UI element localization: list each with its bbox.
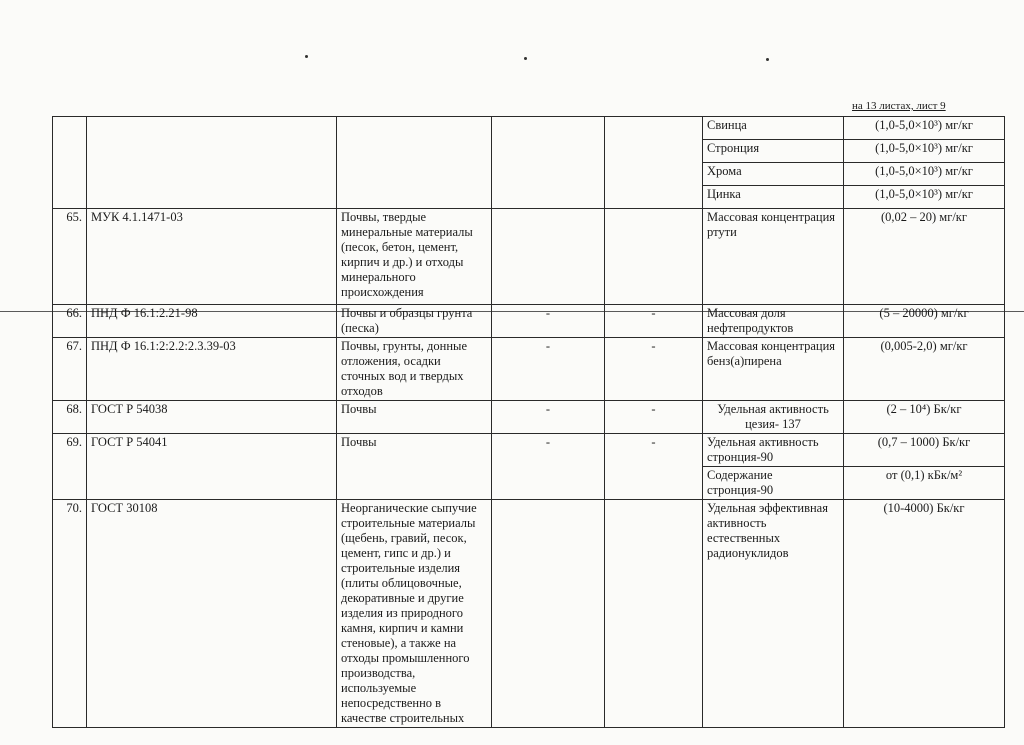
object-desc: Почвы — [337, 434, 492, 500]
parameter-range: (1,0-5,0×10³) мг/кг — [844, 117, 1005, 140]
col4-cell: - — [492, 338, 605, 401]
col4-cell — [492, 117, 605, 209]
col5-cell: - — [605, 338, 703, 401]
method-code: МУК 4.1.1471-03 — [87, 209, 337, 305]
col4-cell — [492, 209, 605, 305]
scan-speck — [524, 57, 527, 60]
row-number: 66. — [53, 305, 87, 338]
parameter-range: (1,0-5,0×10³) мг/кг — [844, 140, 1005, 163]
parameter-name: Массовая доля нефтепродуктов — [703, 305, 844, 338]
parameter-name: Удельная активность стронция-90 — [703, 434, 844, 467]
parameter-range: (2 – 10⁴) Бк/кг — [844, 401, 1005, 434]
row-number: 68. — [53, 401, 87, 434]
sheet-info: на 13 листах, лист 9 — [852, 100, 946, 112]
row-number: 67. — [53, 338, 87, 401]
table-row — [53, 117, 1005, 140]
object-desc — [337, 117, 492, 209]
parameter-range: (0,02 – 20) мг/кг — [844, 209, 1005, 305]
parameter-name: Цинка — [703, 186, 844, 209]
col5-cell: - — [605, 434, 703, 500]
parameter-name: Удельная эффективная активность естественных радионуклидов — [703, 500, 844, 728]
table-row — [53, 305, 1005, 338]
object-desc: Почвы и образцы грунта (песка) — [337, 305, 492, 338]
parameter-range: (1,0-5,0×10³) мг/кг — [844, 186, 1005, 209]
parameter-name: Удельная активность цезия- 137 — [703, 401, 844, 434]
row-number — [53, 117, 87, 209]
object-desc: Почвы, грунты, донные отложения, осадки сточных вод и твердых отходов — [337, 338, 492, 401]
col5-cell — [605, 117, 703, 209]
method-code: ГОСТ Р 54038 — [87, 401, 337, 434]
parameter-name: Свинца — [703, 117, 844, 140]
parameter-name: Массовая концентрация бенз(а)пирена — [703, 338, 844, 401]
method-code: ГОСТ 30108 — [87, 500, 337, 728]
col5-cell — [605, 209, 703, 305]
parameter-name: Содержание стронция-90 — [703, 467, 844, 500]
method-code — [87, 117, 337, 209]
col4-cell: - — [492, 305, 605, 338]
parameter-range: от (0,1) кБк/м² — [844, 467, 1005, 500]
parameter-name: Хрома — [703, 163, 844, 186]
col5-cell: - — [605, 401, 703, 434]
scan-speck — [305, 55, 308, 58]
row-number: 69. — [53, 434, 87, 500]
col4-cell — [492, 500, 605, 728]
parameter-name: Массовая концентрация ртути — [703, 209, 844, 305]
methods-table — [52, 116, 1005, 728]
parameter-range: (5 – 20000) мг/кг — [844, 305, 1005, 338]
method-code: ПНД Ф 16.1:2.21-98 — [87, 305, 337, 338]
table-row — [53, 209, 1005, 305]
col4-cell: - — [492, 401, 605, 434]
col5-cell: - — [605, 305, 703, 338]
table-row — [53, 434, 1005, 467]
row-number: 70. — [53, 500, 87, 728]
object-desc: Почвы, твердые минеральные материалы (песок, бетон, цемент, кирпич и др.) и отходы минерального происхождения — [337, 209, 492, 305]
scan-speck — [766, 58, 769, 61]
method-code: ГОСТ Р 54041 — [87, 434, 337, 500]
object-desc: Почвы — [337, 401, 492, 434]
parameter-name: Стронция — [703, 140, 844, 163]
parameter-range: (0,7 – 1000) Бк/кг — [844, 434, 1005, 467]
col4-cell: - — [492, 434, 605, 500]
table-row — [53, 401, 1005, 434]
parameter-range: (0,005-2,0) мг/кг — [844, 338, 1005, 401]
parameter-range: (10-4000) Бк/кг — [844, 500, 1005, 728]
table-row — [53, 500, 1005, 728]
method-code: ПНД Ф 16.1:2:2.2:2.3.39-03 — [87, 338, 337, 401]
parameter-range: (1,0-5,0×10³) мг/кг — [844, 163, 1005, 186]
row-number: 65. — [53, 209, 87, 305]
table-row — [53, 338, 1005, 401]
col5-cell — [605, 500, 703, 728]
object-desc: Неорганические сыпучие строительные материалы (щебень, гравий, песок, цемент, гипс и др.) и строительные изделия (плиты облицовочные, декоративные и другие изделия из природного камня, кирпич и камни стеновые), а также на отходы промышленного производства, используемые непосредственно в качестве строительных — [337, 500, 492, 728]
